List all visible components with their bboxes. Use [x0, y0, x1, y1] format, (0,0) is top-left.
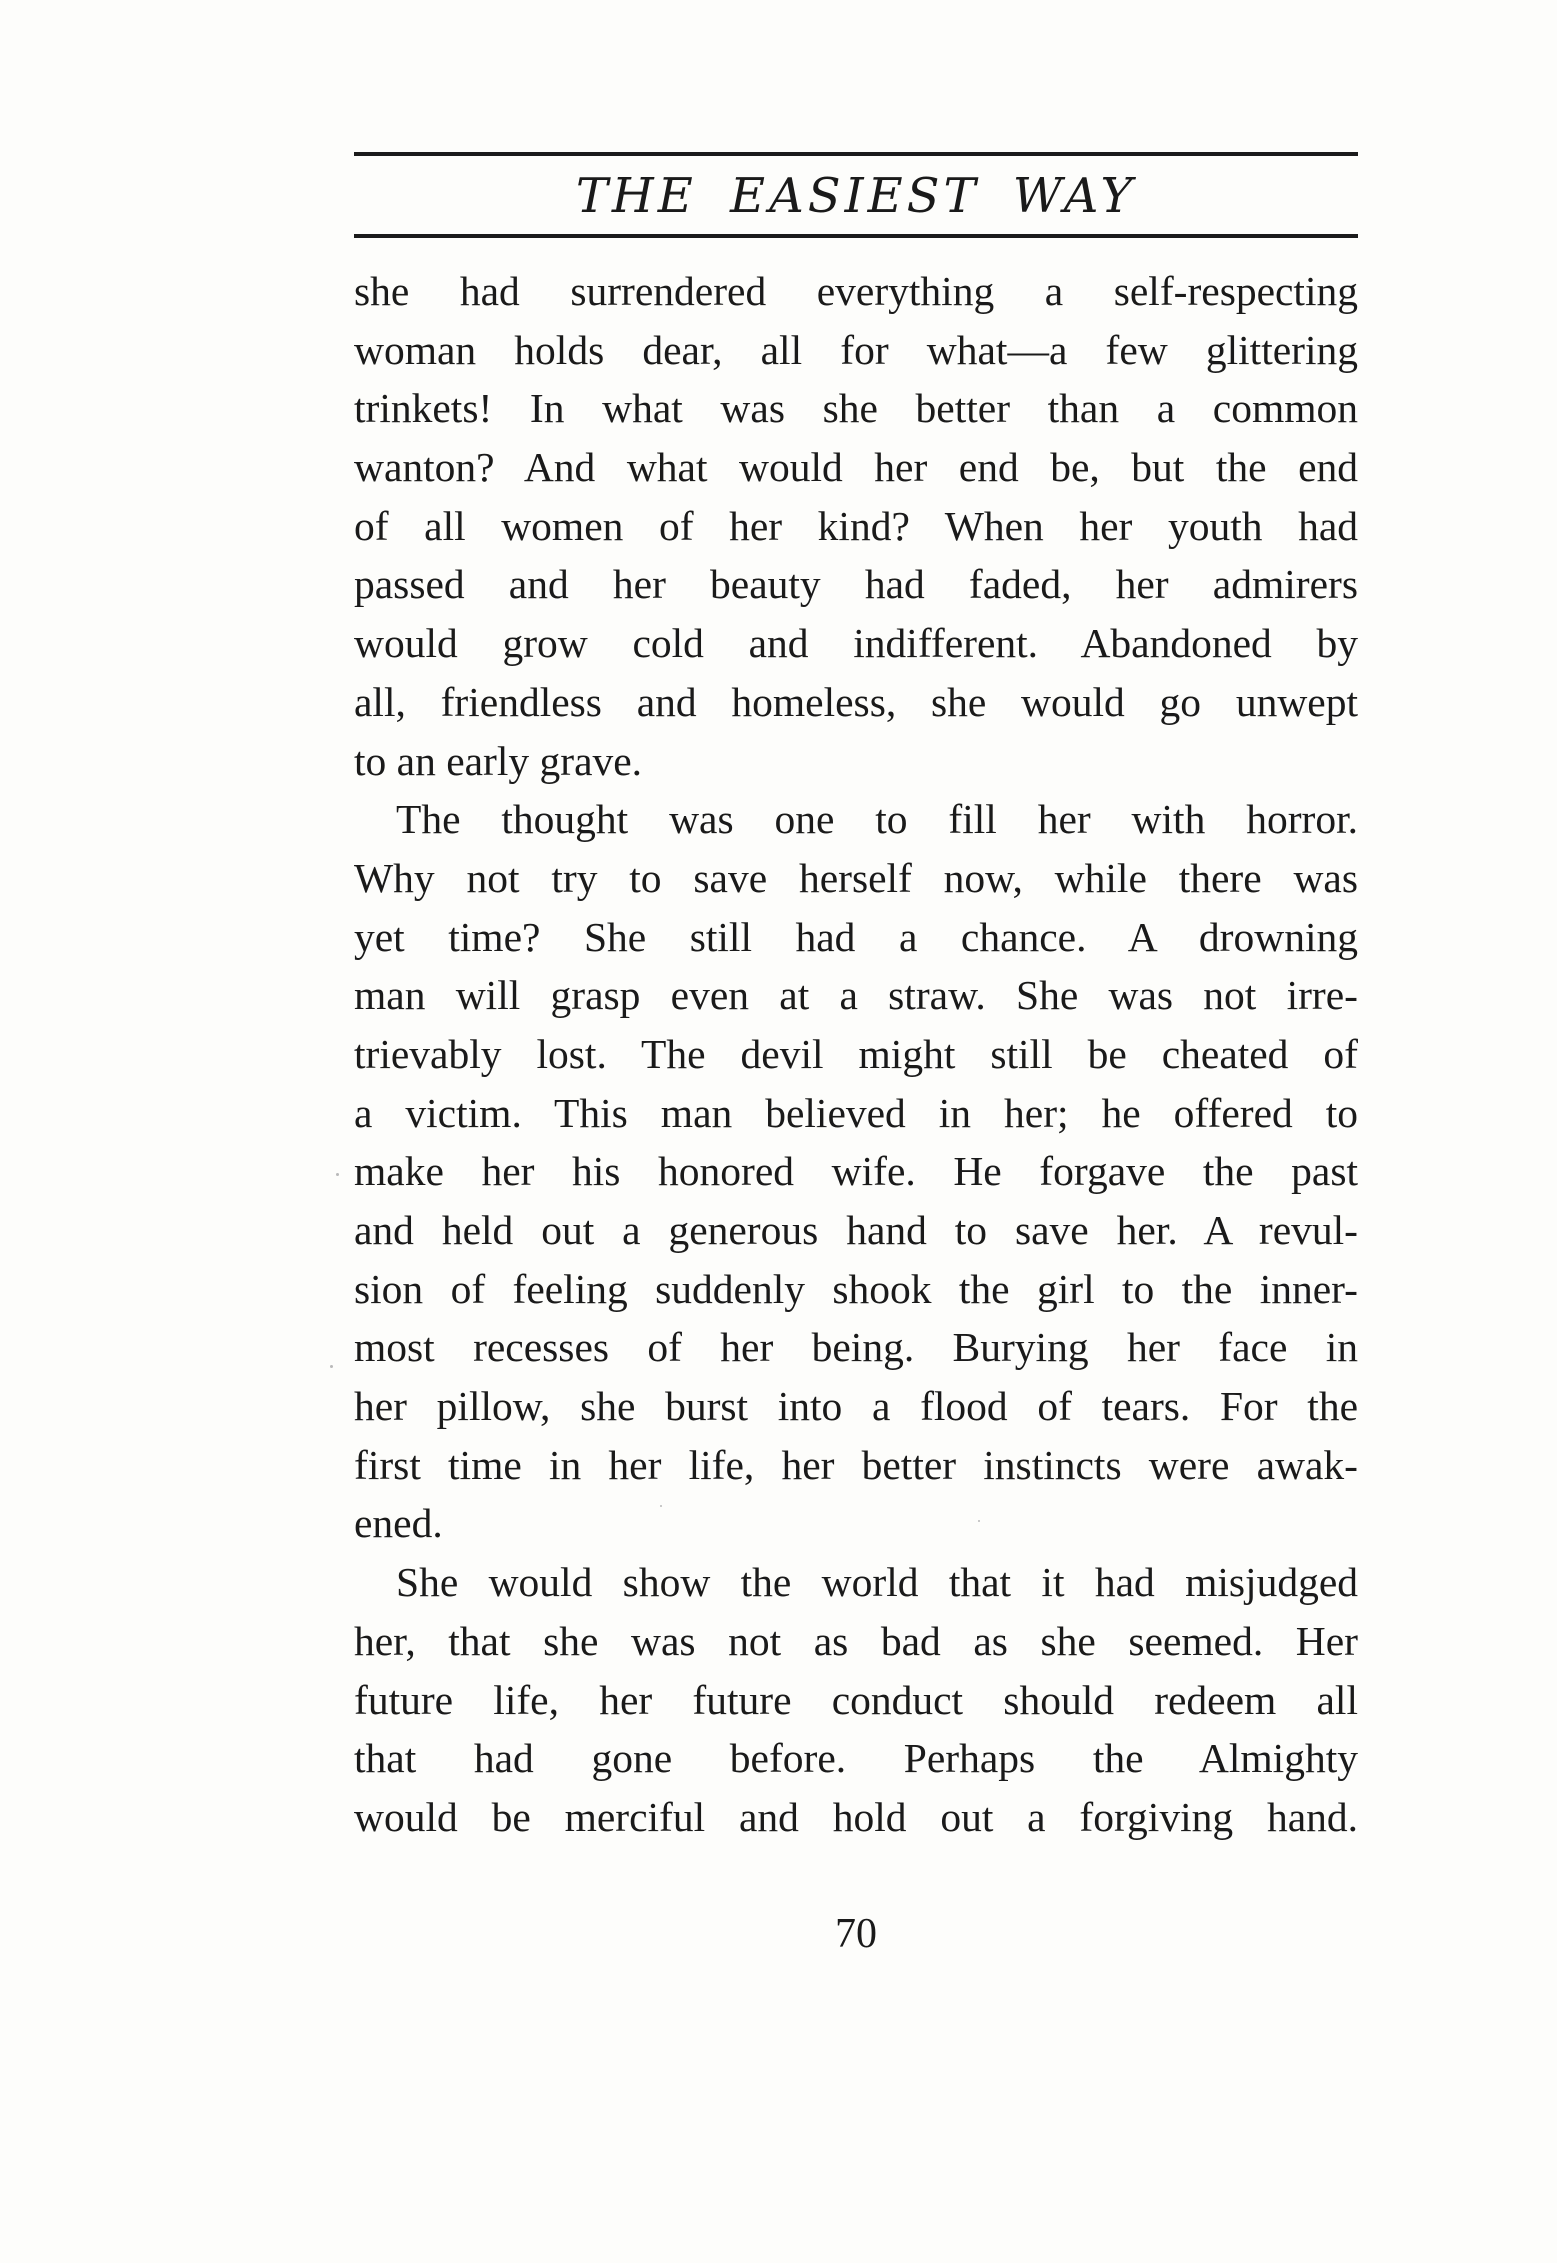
- text-line: woman holds dear, all for what—a few glittering: [354, 326, 1358, 373]
- header-rule-bottom: [354, 234, 1358, 238]
- paper-speck: [660, 1505, 662, 1507]
- text-line: make her his honored wife. He forgave the past: [354, 1148, 1358, 1195]
- text-line: ened.: [354, 1500, 443, 1547]
- body-text: [354, 262, 1358, 1847]
- text-line: would grow cold and indifferent. Abandoned by: [354, 620, 1358, 667]
- paper-speck: [330, 1365, 333, 1368]
- text-line: trinkets! In what was she better than a common: [354, 385, 1358, 432]
- text-line: all, friendless and homeless, she would go unwept: [354, 678, 1358, 725]
- text-line: man will grasp even at a straw. She was not irre-: [354, 972, 1358, 1019]
- text-line: The thought was one to fill her with horror.: [396, 796, 1358, 843]
- text-line: trievably lost. The devil might still be cheated of: [354, 1030, 1358, 1077]
- text-line: to an early grave.: [354, 737, 643, 784]
- text-line: a victim. This man believed in her; he offered to: [354, 1089, 1358, 1136]
- text-line: sion of feeling suddenly shook the girl to the inner-: [354, 1265, 1358, 1312]
- text-line: yet time? She still had a chance. A drowning: [354, 913, 1358, 960]
- text-line: She would show the world that it had misjudged: [396, 1559, 1358, 1606]
- paper-speck: [978, 1520, 980, 1522]
- text-line: that had gone before. Perhaps the Almighty: [354, 1735, 1358, 1782]
- text-line: most recesses of her being. Burying her face in: [354, 1324, 1358, 1371]
- text-line: wanton? And what would her end be, but the end: [354, 444, 1358, 491]
- paper-speck: [336, 1173, 339, 1176]
- text-line: passed and her beauty had faded, her admirers: [354, 561, 1358, 608]
- text-line: would be merciful and hold out a forgiving hand.: [354, 1793, 1358, 1840]
- text-line: and held out a generous hand to save her. A revul-: [354, 1207, 1358, 1253]
- header-rule-top: [354, 152, 1358, 156]
- text-line: future life, her future conduct should redeem all: [354, 1676, 1358, 1723]
- running-head: THE EASIEST WAY: [575, 168, 1137, 224]
- text-line: first time in her life, her better instincts were awak-: [354, 1441, 1358, 1488]
- text-line: her, that she was not as bad as she seemed. Her: [354, 1617, 1358, 1664]
- page-number: 70: [835, 1911, 877, 1957]
- text-line: her pillow, she burst into a flood of tears. For the: [354, 1383, 1358, 1430]
- text-line: she had surrendered everything a self-respecting: [354, 268, 1358, 314]
- text-line: Why not try to save herself now, while there was: [354, 854, 1358, 901]
- text-line: of all women of her kind? When her youth had: [354, 502, 1358, 549]
